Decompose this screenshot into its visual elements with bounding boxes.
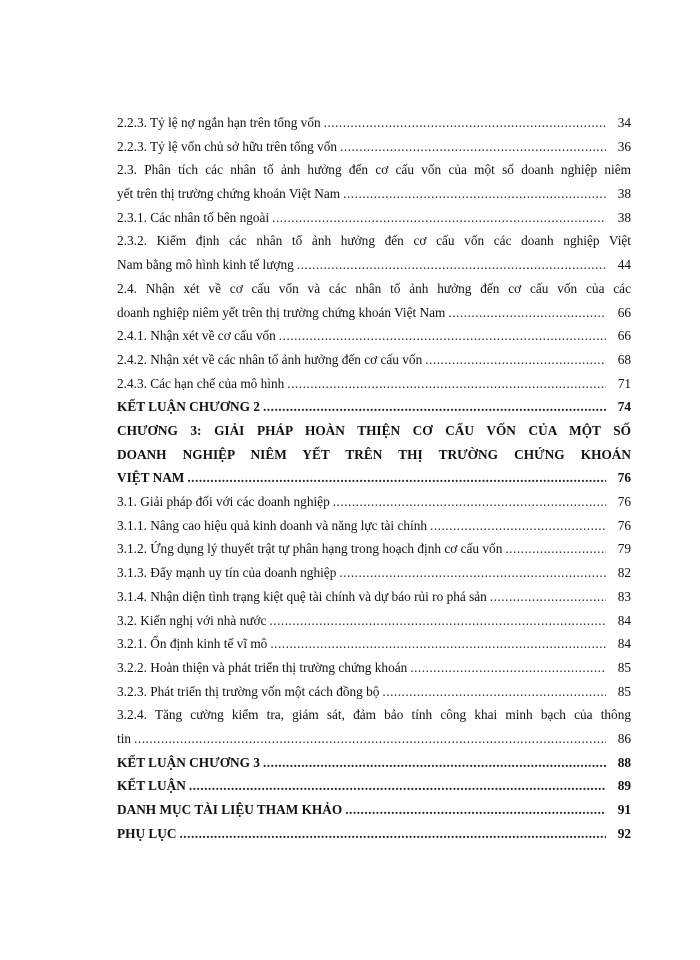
toc-entry[interactable]	[117, 751, 631, 775]
toc-entry-wrapped-line: CHƯƠNG 3: GIẢI PHÁP HOÀN THIỆN CƠ CẤU VỐN CỦA MỘT SỐ	[117, 422, 631, 438]
toc-page-number: 84	[617, 612, 631, 628]
toc-entry[interactable]	[117, 585, 631, 609]
toc-entry-title: 2.2.3. Tỷ lệ vốn chủ sở hữu trên tổng vốn	[117, 138, 338, 154]
dot-leader	[297, 253, 606, 277]
toc-entry-title: 3.2.3. Phát triển thị trường vốn một cách đồng bộ	[117, 683, 380, 699]
dot-leader	[179, 822, 606, 846]
toc-entry-title: Nam bằng mô hình kinh tế lượng	[117, 257, 294, 273]
toc-entry-title: DANH MỤC TÀI LIỆU THAM KHẢO	[117, 802, 343, 818]
dot-leader	[382, 680, 606, 704]
toc-entry-wrapped-line: 2.4. Nhận xét về cơ cấu vốn và các nhân tố ảnh hưởng đến cơ cấu vốn của các	[117, 280, 631, 296]
dot-leader	[272, 206, 606, 230]
toc-entry[interactable]	[117, 135, 631, 159]
toc-entry[interactable]	[117, 253, 631, 277]
toc-entry[interactable]	[117, 395, 631, 419]
toc-page-number: 85	[617, 659, 631, 675]
dot-leader	[263, 395, 606, 419]
toc-entry[interactable]	[117, 111, 631, 135]
toc-page-number: 76	[617, 470, 631, 486]
dot-leader	[410, 656, 606, 680]
dot-leader	[134, 727, 606, 751]
dot-leader	[345, 798, 606, 822]
toc-entry[interactable]	[117, 206, 631, 230]
dot-leader	[269, 609, 606, 633]
toc-page-number: 38	[617, 209, 631, 225]
toc-page-number: 71	[617, 375, 631, 391]
toc-page-number: 36	[617, 138, 631, 154]
toc-entry-title: doanh nghiệp niêm yết trên thị trường chứng khoán Việt Nam	[117, 304, 446, 320]
toc-entry[interactable]	[117, 372, 631, 396]
toc-page-number: 91	[617, 802, 631, 818]
toc-page-number: 66	[617, 328, 631, 344]
toc-page-number: 74	[617, 399, 631, 415]
toc-page-number: 34	[617, 114, 631, 130]
toc-entry[interactable]	[117, 514, 631, 538]
toc-page-number: 85	[617, 683, 631, 699]
toc-entry-title: KẾT LUẬN CHƯƠNG 3	[117, 754, 260, 770]
toc-entry-title: 3.2. Kiến nghị với nhà nước	[117, 612, 267, 628]
dot-leader	[343, 182, 606, 206]
toc-page-number: 76	[617, 494, 631, 510]
toc-entry-title: 2.3.1. Các nhân tố bên ngoài	[117, 209, 270, 225]
dot-leader	[187, 466, 606, 490]
toc-entry-title: 2.2.3. Tỷ lệ nợ ngắn hạn trên tổng vốn	[117, 114, 321, 130]
toc-entry[interactable]	[117, 822, 631, 846]
toc-entry-title: 3.2.1. Ổn định kinh tế vĩ mô	[117, 636, 268, 652]
toc-entry-title: 3.1.2. Ứng dụng lý thuyết trật tự phân hạng trong hoạch định cơ cấu vốn	[117, 541, 503, 557]
dot-leader	[340, 135, 606, 159]
dot-leader	[505, 537, 606, 561]
toc-page-number: 92	[617, 825, 631, 841]
toc-entry[interactable]	[117, 490, 631, 514]
toc-page-number: 89	[617, 778, 631, 794]
toc-entry-title: 3.1.3. Đẩy mạnh uy tín của doanh nghiệp	[117, 565, 337, 581]
dot-leader	[333, 490, 606, 514]
toc-entry[interactable]	[117, 537, 631, 561]
toc-entry[interactable]	[117, 656, 631, 680]
dot-leader	[287, 372, 606, 396]
toc-entry-title: 3.2.2. Hoàn thiện và phát triển thị trường chứng khoán	[117, 659, 408, 675]
toc-entry-title: 2.4.3. Các hạn chế của mô hình	[117, 375, 285, 391]
toc-entry[interactable]	[117, 182, 631, 206]
toc-page-number: 79	[617, 541, 631, 557]
toc-entry[interactable]	[117, 774, 631, 798]
toc-page-number: 82	[617, 565, 631, 581]
toc-entry-title: 2.4.2. Nhận xét về các nhân tố ảnh hưởng đến cơ cấu vốn	[117, 351, 423, 367]
toc-entry-title: yết trên thị trường chứng khoán Việt Nam	[117, 186, 341, 202]
toc-entry[interactable]	[117, 324, 631, 348]
toc-page-number: 44	[617, 257, 631, 273]
toc-entry-title: KẾT LUẬN	[117, 778, 186, 794]
toc-entry-title: 3.1. Giải pháp đối với các doanh nghiệp	[117, 494, 330, 510]
toc-entry-wrapped-line: 3.2.4. Tăng cường kiểm tra, giám sát, đảm bảo tính công khai minh bạch của thông	[117, 707, 631, 723]
toc-page-number: 88	[617, 754, 631, 770]
toc-page-number: 86	[617, 730, 631, 746]
toc-entry[interactable]	[117, 561, 631, 585]
toc-entry[interactable]	[117, 301, 631, 325]
dot-leader	[339, 561, 606, 585]
toc-entry[interactable]	[117, 680, 631, 704]
toc-entry[interactable]	[117, 632, 631, 656]
toc-entry-title: 3.1.4. Nhận diện tình trạng kiệt quệ tài chính và dự báo rủi ro phá sản	[117, 588, 487, 604]
toc-entry-title: 3.1.1. Nâng cao hiệu quả kinh doanh và năng lực tài chính	[117, 517, 427, 533]
toc-entry-title: KẾT LUẬN CHƯƠNG 2	[117, 399, 260, 415]
toc-entry[interactable]	[117, 348, 631, 372]
toc-entry[interactable]	[117, 609, 631, 633]
toc-entry-title: PHỤ LỤC	[117, 825, 177, 841]
dot-leader	[270, 632, 606, 656]
table-of-contents	[117, 111, 631, 845]
toc-entry[interactable]	[117, 466, 631, 490]
dot-leader	[324, 111, 606, 135]
dot-leader	[430, 514, 606, 538]
toc-page-number: 83	[617, 588, 631, 604]
toc-page-number: 84	[617, 636, 631, 652]
toc-entry[interactable]	[117, 798, 631, 822]
toc-page-number: 38	[617, 186, 631, 202]
dot-leader	[448, 301, 606, 325]
toc-entry[interactable]	[117, 727, 631, 751]
toc-page-number: 66	[617, 304, 631, 320]
dot-leader	[263, 751, 606, 775]
toc-page-number: 68	[617, 351, 631, 367]
dot-leader	[189, 774, 606, 798]
toc-entry-title: VIỆT NAM	[117, 470, 185, 486]
dot-leader	[279, 324, 606, 348]
toc-page-number: 76	[617, 517, 631, 533]
toc-entry-title: 2.4.1. Nhận xét về cơ cấu vốn	[117, 328, 276, 344]
toc-entry-wrapped-line: DOANH NGHIỆP NIÊM YẾT TRÊN THỊ TRƯỜNG CHỨNG KHOÁN	[117, 446, 631, 462]
toc-entry-wrapped-line: 2.3. Phân tích các nhân tố ảnh hưởng đến cơ cấu vốn của một số doanh nghiệp niêm	[117, 162, 631, 178]
dot-leader	[425, 348, 606, 372]
toc-entry-title: tin	[117, 730, 132, 746]
toc-entry-wrapped-line: 2.3.2. Kiểm định các nhân tố ảnh hưởng đến cơ cấu vốn các doanh nghiệp Việt	[117, 233, 631, 249]
dot-leader	[490, 585, 606, 609]
